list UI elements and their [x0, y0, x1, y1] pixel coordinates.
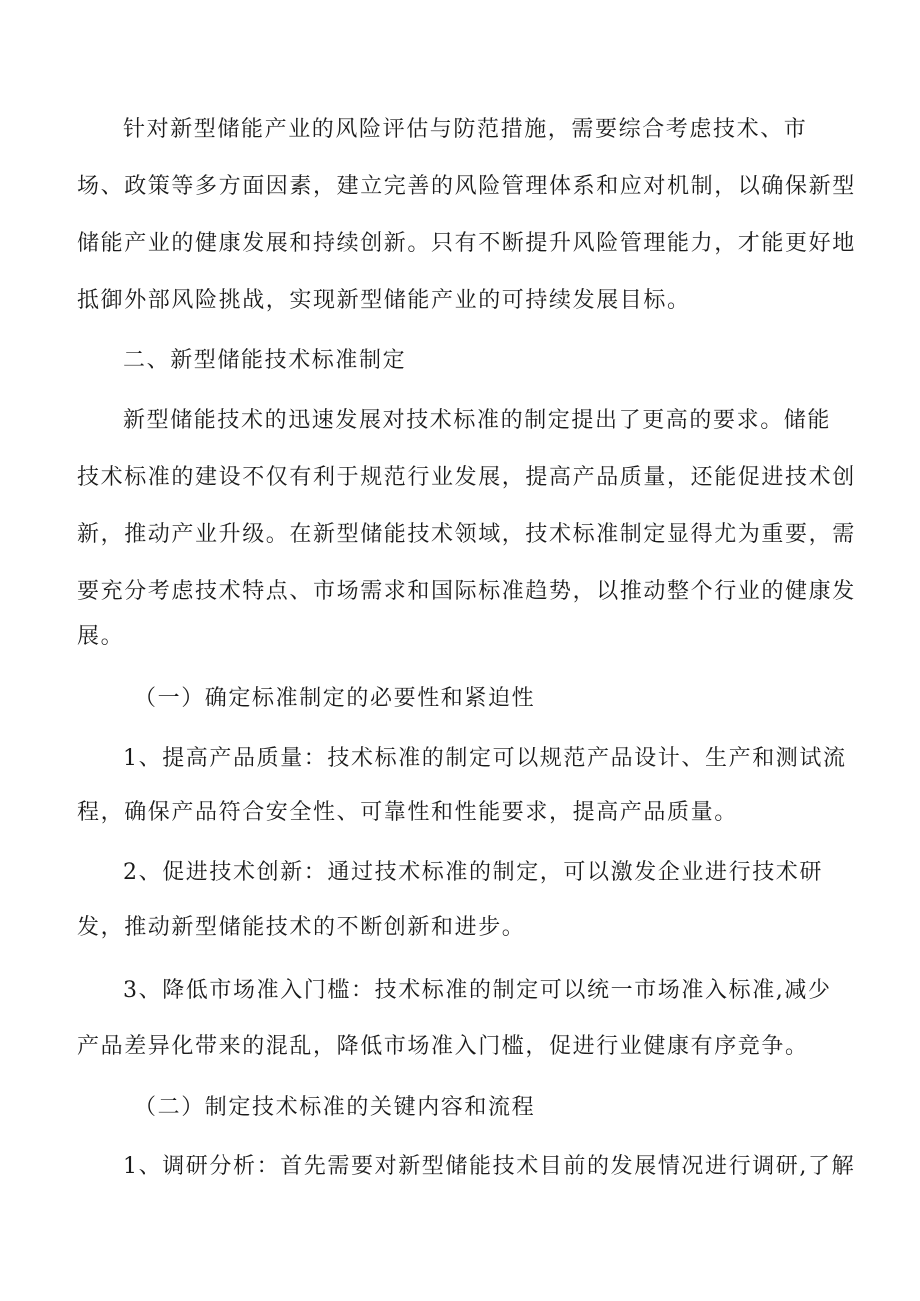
list-item-line: 1、提高产品质量：技术标准的制定可以规范产品设计、生产和测试流 — [123, 746, 847, 771]
list-item-line: 产品差异化带来的混乱，降低市场准入门槛，促进行业健康有序竞争。 — [77, 1034, 809, 1059]
subsection-heading: （一）确定标准制定的必要性和紧迫性 — [134, 686, 536, 711]
subsection-heading: （二）制定技术标准的关键内容和流程 — [134, 1095, 536, 1120]
paragraph-line: 展。 — [77, 624, 125, 649]
list-item-line: 3、降低市场准入门槛：技术标准的制定可以统一市场准入标准,减少 — [123, 978, 832, 1003]
section-heading: 二、新型储能技术标准制定 — [123, 348, 407, 373]
list-item-line: 程，确保产品符合安全性、可靠性和性能要求，提高产品质量。 — [77, 800, 738, 825]
paragraph-line: 新，推动产业升级。在新型储能技术领域，技术标准制定显得尤为重要，需 — [77, 522, 856, 547]
paragraph-line: 针对新型储能产业的风险评估与防范措施，需要综合考虑技术、市 — [123, 117, 808, 142]
paragraph-line: 抵御外部风险挑战，实现新型储能产业的可持续发展目标。 — [77, 288, 691, 313]
list-item-line: 1、调研分析：首先需要对新型储能技术目前的发展情况进行调研,了解 — [123, 1154, 856, 1179]
paragraph-line: 储能产业的健康发展和持续创新。只有不断提升风险管理能力，才能更好地 — [77, 231, 856, 256]
paragraph-line: 技术标准的建设不仅有利于规范行业发展，提高产品质量，还能促进技术创 — [77, 465, 856, 490]
paragraph-line: 场、政策等多方面因素，建立完善的风险管理体系和应对机制，以确保新型 — [77, 174, 856, 199]
paragraph-line: 新型储能技术的迅速发展对技术标准的制定提出了更高的要求。储能 — [123, 408, 832, 433]
paragraph-line: 要充分考虑技术特点、市场需求和国际标准趋势，以推动整个行业的健康发 — [77, 579, 856, 604]
list-item-line: 2、促进技术创新：通过技术标准的制定，可以激发企业进行技术研 — [123, 860, 823, 885]
list-item-line: 发，推动新型储能技术的不断创新和进步。 — [77, 915, 526, 940]
